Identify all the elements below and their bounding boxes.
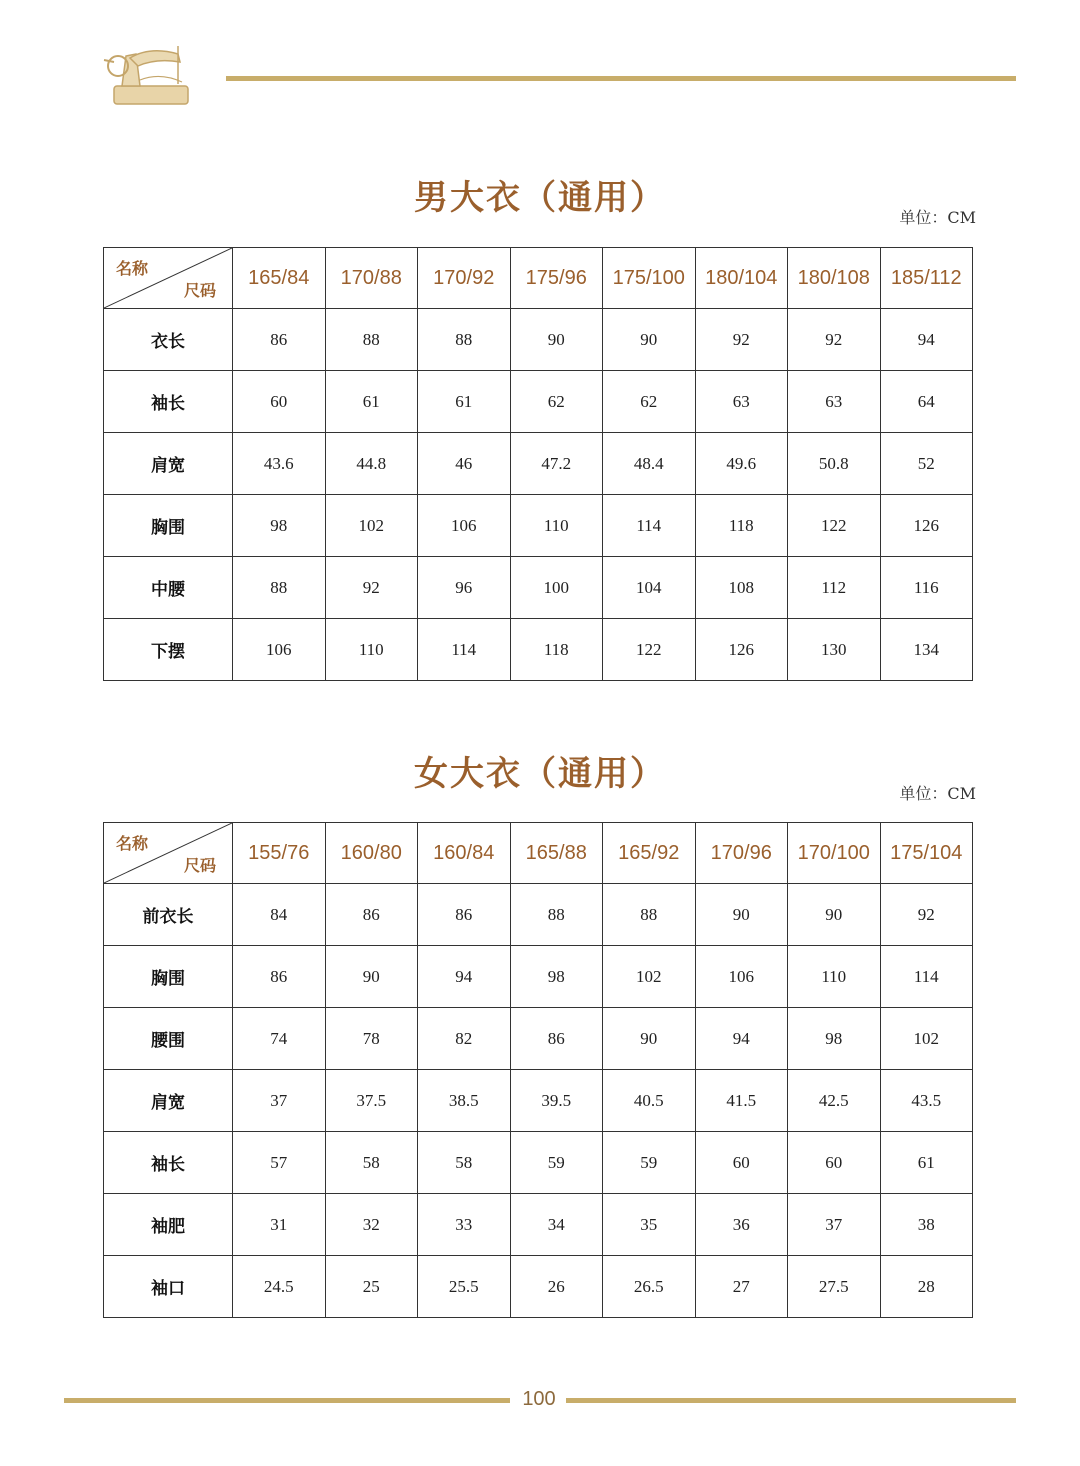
row-label: 肩宽 [104,433,233,495]
row-label: 胸围 [104,495,233,557]
size-header: 165/84 [233,248,326,309]
table-row [104,1132,973,1194]
cell: 110 [510,495,603,557]
cell: 39.5 [510,1070,603,1132]
cell: 61 [418,371,511,433]
cell: 35 [603,1194,696,1256]
row-label: 肩宽 [104,1070,233,1132]
cell: 90 [603,309,696,371]
cell: 43.6 [233,433,326,495]
cell: 86 [233,946,326,1008]
cell: 110 [788,946,881,1008]
cell: 59 [603,1132,696,1194]
size-header: 170/100 [788,823,881,884]
cell: 63 [695,371,788,433]
womens-size-table [103,822,973,1318]
cell: 60 [788,1132,881,1194]
cell: 74 [233,1008,326,1070]
cell: 106 [695,946,788,1008]
cell: 92 [325,557,418,619]
cell: 130 [788,619,881,681]
cell: 122 [788,495,881,557]
cell: 118 [510,619,603,681]
cell: 112 [788,557,881,619]
cell: 92 [880,884,973,946]
cell: 98 [510,946,603,1008]
cell: 122 [603,619,696,681]
size-header: 180/108 [788,248,881,309]
cell: 100 [510,557,603,619]
table-row [104,946,973,1008]
row-label: 衣长 [104,309,233,371]
cell: 90 [695,884,788,946]
cell: 60 [233,371,326,433]
row-label: 胸围 [104,946,233,1008]
cell: 26.5 [603,1256,696,1318]
cell: 90 [603,1008,696,1070]
cell: 94 [418,946,511,1008]
cell: 88 [603,884,696,946]
table-row [104,1070,973,1132]
cell: 64 [880,371,973,433]
corner-name-label: 名称 [116,836,149,853]
footer-rule-left [64,1398,510,1403]
header-row [104,823,973,884]
table-row [104,309,973,371]
cell: 78 [325,1008,418,1070]
cell: 27 [695,1256,788,1318]
size-header: 180/104 [695,248,788,309]
cell: 92 [788,309,881,371]
cell: 38 [880,1194,973,1256]
cell: 110 [325,619,418,681]
mens-size-table [103,247,973,681]
cell: 94 [695,1008,788,1070]
cell: 36 [695,1194,788,1256]
cell: 31 [233,1194,326,1256]
cell: 90 [788,884,881,946]
cell: 34 [510,1194,603,1256]
cell: 108 [695,557,788,619]
row-label: 袖长 [104,371,233,433]
corner-size-label: 尺码 [183,858,216,875]
cell: 57 [233,1132,326,1194]
cell: 88 [418,309,511,371]
cell: 94 [880,309,973,371]
header-rule [226,76,1016,81]
womens-coat-title: 女大衣（通用） [414,754,666,794]
corner-cell [104,248,233,309]
corner-name-label: 名称 [116,261,149,278]
cell: 52 [880,433,973,495]
cell: 84 [233,884,326,946]
cell: 90 [510,309,603,371]
size-header: 170/96 [695,823,788,884]
cell: 33 [418,1194,511,1256]
cell: 42.5 [788,1070,881,1132]
page-number: 100 [522,1388,556,1410]
table-row [104,1194,973,1256]
cell: 92 [695,309,788,371]
cell: 86 [233,309,326,371]
size-header: 155/76 [233,823,326,884]
cell: 38.5 [418,1070,511,1132]
header-row [104,248,973,309]
cell: 50.8 [788,433,881,495]
cell: 106 [418,495,511,557]
cell: 63 [788,371,881,433]
cell: 82 [418,1008,511,1070]
cell: 60 [695,1132,788,1194]
row-label: 袖肥 [104,1194,233,1256]
cell: 48.4 [603,433,696,495]
cell: 58 [325,1132,418,1194]
cell: 114 [603,495,696,557]
cell: 88 [510,884,603,946]
table-row [104,495,973,557]
cell: 62 [603,371,696,433]
cell: 98 [233,495,326,557]
cell: 59 [510,1132,603,1194]
size-header: 165/88 [510,823,603,884]
cell: 88 [233,557,326,619]
cell: 46 [418,433,511,495]
cell: 86 [418,884,511,946]
table-row [104,884,973,946]
cell: 26 [510,1256,603,1318]
cell: 104 [603,557,696,619]
cell: 28 [880,1256,973,1318]
cell: 47.2 [510,433,603,495]
size-header: 170/92 [418,248,511,309]
cell: 116 [880,557,973,619]
cell: 41.5 [695,1070,788,1132]
cell: 134 [880,619,973,681]
row-label: 中腰 [104,557,233,619]
size-header: 175/104 [880,823,973,884]
cell: 86 [325,884,418,946]
cell: 62 [510,371,603,433]
cell: 102 [325,495,418,557]
cell: 102 [880,1008,973,1070]
size-header: 160/84 [418,823,511,884]
cell: 114 [418,619,511,681]
cell: 61 [325,371,418,433]
mens-coat-title: 男大衣（通用） [414,178,666,218]
size-header: 165/92 [603,823,696,884]
row-label: 袖口 [104,1256,233,1318]
cell: 25 [325,1256,418,1318]
size-header: 185/112 [880,248,973,309]
cell: 37.5 [325,1070,418,1132]
cell: 32 [325,1194,418,1256]
table-row [104,433,973,495]
womens-unit-label: 单位：CM [899,784,976,803]
corner-size-label: 尺码 [183,283,216,300]
cell: 118 [695,495,788,557]
cell: 114 [880,946,973,1008]
size-header: 175/100 [603,248,696,309]
cell: 58 [418,1132,511,1194]
cell: 37 [788,1194,881,1256]
cell: 90 [325,946,418,1008]
table-row [104,371,973,433]
cell: 88 [325,309,418,371]
corner-cell [104,823,233,884]
cell: 27.5 [788,1256,881,1318]
table-row [104,1008,973,1070]
cell: 126 [695,619,788,681]
cell: 106 [233,619,326,681]
cell: 102 [603,946,696,1008]
cell: 44.8 [325,433,418,495]
row-label: 腰围 [104,1008,233,1070]
cell: 61 [880,1132,973,1194]
cell: 49.6 [695,433,788,495]
size-header: 175/96 [510,248,603,309]
cell: 96 [418,557,511,619]
footer-rule-right [566,1398,1016,1403]
row-label: 下摆 [104,619,233,681]
sewing-machine-icon [100,36,200,108]
cell: 40.5 [603,1070,696,1132]
cell: 126 [880,495,973,557]
cell: 43.5 [880,1070,973,1132]
mens-unit-label: 单位：CM [899,208,976,227]
table-row [104,557,973,619]
cell: 24.5 [233,1256,326,1318]
cell: 86 [510,1008,603,1070]
table-row [104,619,973,681]
cell: 37 [233,1070,326,1132]
cell: 25.5 [418,1256,511,1318]
size-header: 160/80 [325,823,418,884]
cell: 98 [788,1008,881,1070]
table-row [104,1256,973,1318]
row-label: 袖长 [104,1132,233,1194]
size-header: 170/88 [325,248,418,309]
row-label: 前衣长 [104,884,233,946]
